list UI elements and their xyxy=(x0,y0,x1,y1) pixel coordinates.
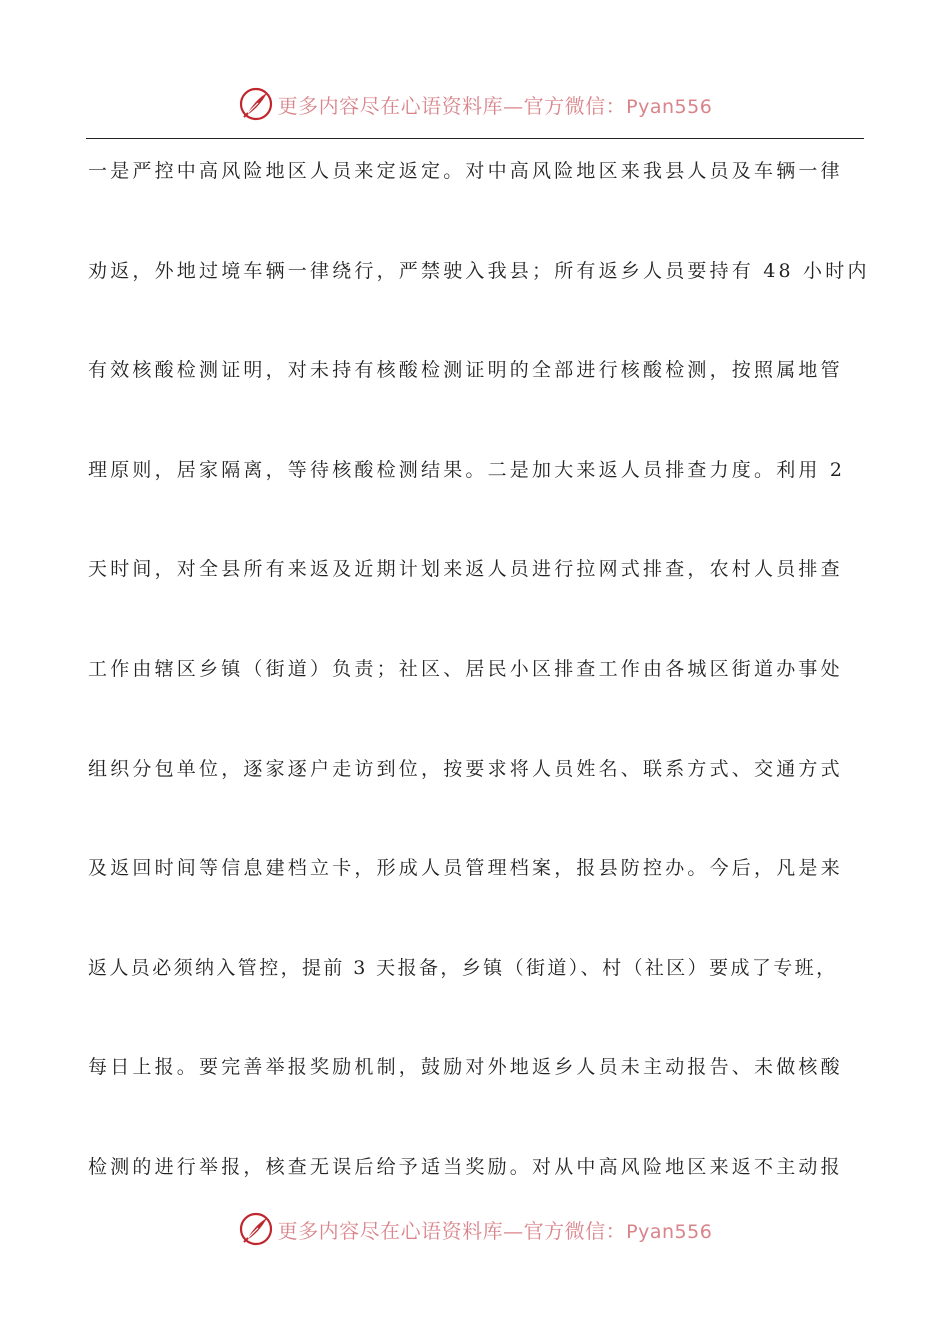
body-line: 检测的进行举报，核查无误后给予适当奖励。对从中高风险地区来返不主动报 xyxy=(88,1155,843,1178)
body-line: 组织分包单位，逐家逐户走访到位，按要求将人员姓名、联系方式、交通方式 xyxy=(88,757,843,780)
body-line: 每日上报。要完善举报奖励机制，鼓励对外地返乡人员未主动报告、未做核酸 xyxy=(88,1056,843,1079)
body-line: 有效核酸检测证明，对未持有核酸检测证明的全部进行核酸检测，按照属地管 xyxy=(88,359,843,382)
header-banner xyxy=(0,82,950,126)
feather-pen-icon xyxy=(238,1211,274,1247)
body-line: 天时间，对全县所有来返及近期计划来返人员进行拉网式排查，农村人员排查 xyxy=(88,558,843,581)
header-banner-text: 更多内容尽在心语资料库—官方微信： xyxy=(277,93,627,118)
body-line: 工作由辖区乡镇（街道）负责；社区、居民小区排查工作由各城区街道办事处 xyxy=(88,657,843,680)
document-body xyxy=(88,148,870,1244)
body-line: 理原则，居家隔离，等待核酸检测结果。二是加大来返人员排查力度。利用 2 xyxy=(88,458,846,481)
body-line: 及返回时间等信息建档立卡，形成人员管理档案，报县防控办。今后，凡是来 xyxy=(88,857,843,880)
footer-banner-handle: Pyan556 xyxy=(626,1220,713,1243)
feather-pen-icon xyxy=(238,86,274,122)
body-line: 一是严控中高风险地区人员来定返定。对中高风险地区来我县人员及车辆一律 xyxy=(88,160,843,182)
footer-banner-text: 更多内容尽在心语资料库—官方微信： xyxy=(277,1218,627,1243)
header-banner-handle: Pyan556 xyxy=(626,95,713,118)
body-line: 劝返，外地过境车辆一律绕行，严禁驶入我县；所有返乡人员要持有 48 小时内 xyxy=(88,259,870,282)
body-line: 返人员必须纳入管控，提前 3 天报备，乡镇（街道）、村（社区）要成了专班， xyxy=(88,956,838,979)
header-divider xyxy=(86,138,864,139)
footer-banner xyxy=(0,1207,950,1251)
